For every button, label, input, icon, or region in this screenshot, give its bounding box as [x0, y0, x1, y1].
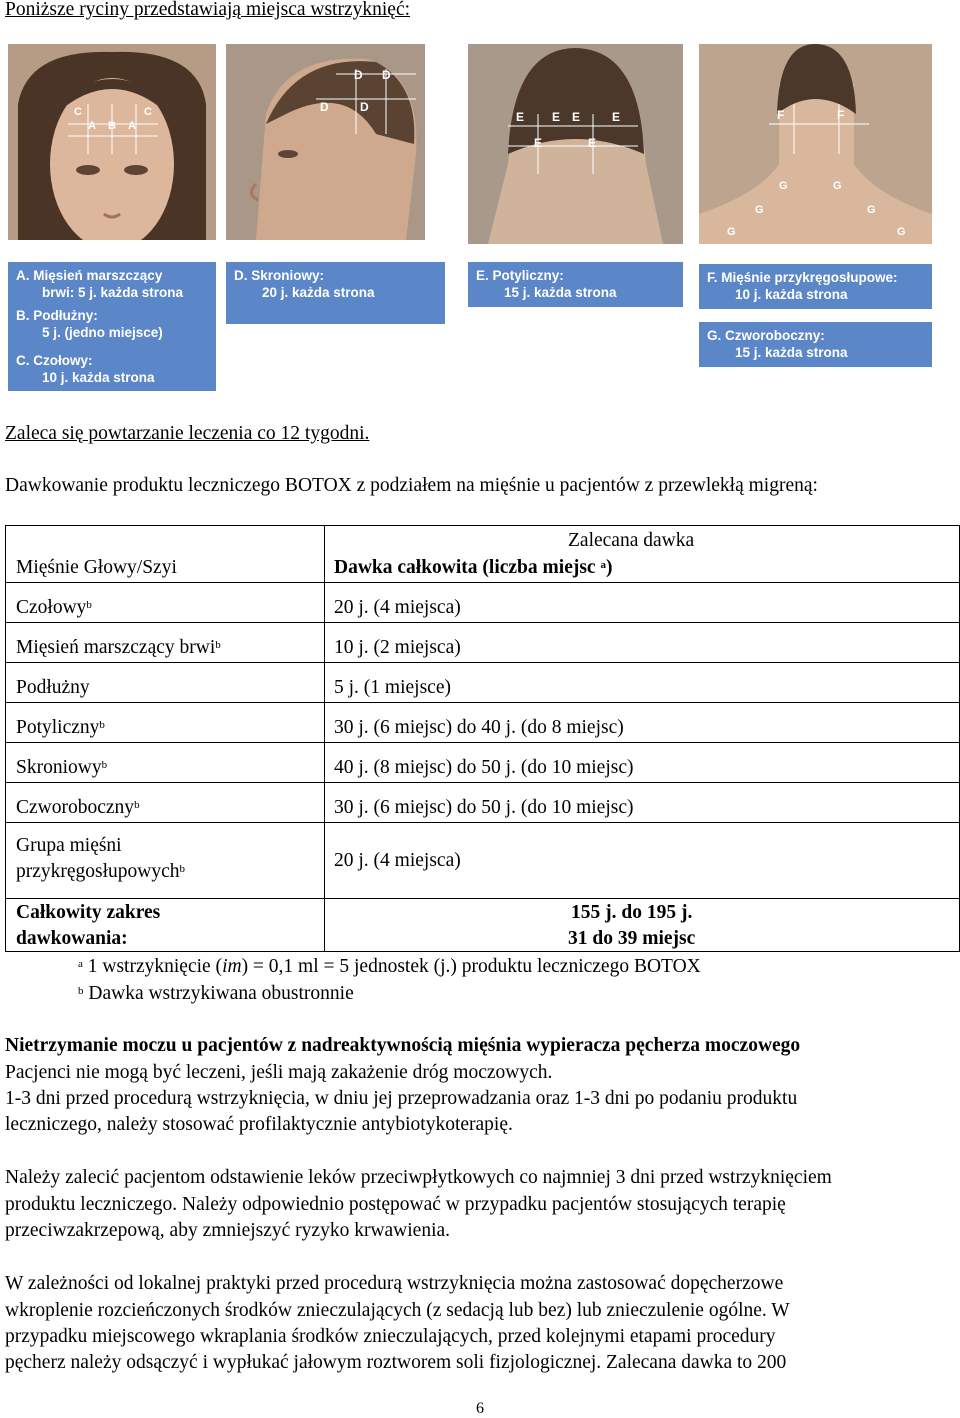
incontinence-p3-line1: Należy zalecić pacjentom odstawienie leków przeciwpłytkowych co najmniej 3 dni przed wstrzyknięciem [5, 1167, 832, 1188]
incontinence-p2-line2: leczniczego, należy stosować profilaktycznie antybiotykoterapię. [5, 1114, 513, 1135]
footnote-b [78, 982, 354, 1006]
marker-b: B [108, 120, 116, 132]
col2-header [334, 556, 612, 580]
caption-e-line1: E. Potyliczny: [476, 268, 564, 283]
table-row-muscle [16, 796, 140, 820]
table-divider [6, 662, 959, 663]
group-line2-text: przykręgosłupowych [16, 861, 180, 882]
caption-b-line2: 5 j. (jedno miejsce) [42, 325, 163, 340]
col2-header-sup: a [600, 559, 606, 571]
group-line2 [16, 860, 185, 884]
table-row-dose: 30 j. (6 miejsc) do 50 j. (do 10 miejsc) [334, 797, 634, 818]
incontinence-p4-line4: pęcherz należy odsączyć i wypłukać jałowym roztworem soli fizjologicznej. Zalecana dawka to 200 [5, 1352, 787, 1373]
figure-side-head [226, 44, 425, 240]
muscle-name: Czołowy [16, 597, 87, 618]
figure-frontal-face [8, 44, 216, 240]
table-divider [6, 742, 959, 743]
caption-temporal [226, 262, 445, 324]
table-row-dose: 10 j. (2 miejsca) [334, 637, 461, 658]
incontinence-heading: Nietrzymanie moczu u pacjentów z nadreaktywnością mięśnia wypieracza pęcherza moczowego [5, 1035, 801, 1056]
caption-trapezius [699, 322, 932, 367]
caption-c-line2: 10 j. każda strona [42, 370, 155, 385]
muscle-sup: b [215, 639, 221, 651]
marker-a-right: A [128, 120, 136, 132]
muscle-name: Skroniowy [16, 757, 102, 778]
total-label-line1: Całkowity zakres [16, 902, 161, 923]
table-row-muscle [16, 636, 221, 660]
caption-e-line2: 15 j. każda strona [504, 285, 617, 300]
group-dose: 20 j. (4 miejsca) [334, 850, 461, 871]
recommended-dose-label: Zalecana dawka [568, 530, 695, 551]
marker-e-3: E [572, 110, 581, 124]
footnote-a-pre: 1 wstrzyknięcie ( [82, 956, 223, 977]
table-divider [6, 822, 959, 823]
repeat-text: Zaleca się powtarzanie leczenia co 12 tygodni. [5, 423, 370, 444]
marker-f-2: F [837, 108, 845, 122]
caption-paraspinal [699, 264, 932, 309]
marker-g-3: G [755, 204, 764, 216]
caption-d-line1: D. Skroniowy: [234, 268, 325, 283]
muscle-sup: b [86, 599, 92, 611]
caption-g-line1: G. Czworoboczny: [707, 328, 825, 343]
muscle-name: Potyliczny [16, 717, 100, 738]
muscle-sup: b [134, 799, 140, 811]
caption-b-line1: B. Podłużny: [16, 308, 98, 323]
table-row-muscle [16, 716, 105, 740]
footnote-a [78, 955, 701, 979]
table-row-dose: 5 j. (1 miejsce) [334, 677, 451, 698]
table-divider [6, 898, 959, 899]
caption-g-line2: 15 j. każda strona [735, 345, 848, 360]
col1-header: Mięśnie Głowy/Szyi [16, 557, 177, 578]
marker-d-3: D [320, 100, 329, 114]
incontinence-p2-line1: 1-3 dni przed procedurą wstrzyknięcia, w dniu jej przeprowadzania oraz 1-3 dni po podaniu produktu [5, 1088, 798, 1109]
total-dose-line1: 155 j. do 195 j. [571, 902, 693, 923]
marker-g-6: G [897, 226, 906, 238]
caption-d-line2: 20 j. każda strona [262, 285, 375, 300]
incontinence-p4-line2: wkroplenie rozcieńczonych środków znieczulających (z sedacją lub bez) lub znieczulenie ogólne. W [5, 1300, 790, 1321]
table-divider [6, 582, 959, 583]
muscle-name: Mięsień marszczący brwi [16, 637, 216, 658]
muscle-sup: b [99, 719, 105, 731]
caption-c-line1: C. Czołowy: [16, 353, 93, 368]
footnote-b-text: Dawka wstrzykiwana obustronnie [83, 983, 354, 1004]
intro-text: Poniższe ryciny przedstawiają miejsca wstrzyknięć: [5, 0, 411, 20]
caption-frontal [8, 262, 216, 391]
marker-g-2: G [833, 180, 842, 192]
marker-g-5: G [727, 226, 736, 238]
marker-d-4: D [360, 100, 369, 114]
marker-g-1: G [779, 180, 788, 192]
marker-d-1: D [354, 68, 363, 82]
group-line1: Grupa mięśni [16, 835, 122, 856]
incontinence-p1: Pacjenci nie mogą być leczeni, jeśli mają zakażenie dróg moczowych. [5, 1062, 553, 1083]
col2-header-end: ) [605, 557, 613, 578]
caption-a-line2: brwi: 5 j. każda strona [42, 285, 184, 300]
table-row-muscle [16, 676, 90, 700]
table-row-dose: 30 j. (6 miejsc) do 40 j. (do 8 miejsc) [334, 717, 624, 738]
muscle-sup: b [101, 759, 108, 771]
muscle-name: Podłużny [16, 677, 90, 698]
table-column-divider [324, 526, 325, 951]
marker-c-left: C [74, 106, 82, 118]
caption-f-line1: F. Mięśnie przykręgosłupowe: [707, 270, 898, 285]
table-divider [6, 622, 959, 623]
group-sup: b [179, 863, 186, 875]
figure-neck-shoulders [699, 44, 932, 244]
marker-g-4: G [867, 204, 876, 216]
marker-d-2: D [382, 68, 391, 82]
incontinence-p4-line1: W zależności od lokalnej praktyki przed procedurą wstrzyknięcia można zastosować dopęcherzowe [5, 1273, 784, 1294]
col2-header-text: Dawka całkowita (liczba miejsc [334, 557, 601, 578]
marker-e-2: E [552, 110, 561, 124]
footnote-a-post: ) = 0,1 ml = 5 jednostek (j.) produktu leczniczego BOTOX [241, 956, 701, 977]
incontinence-p3-line2: produktu leczniczego. Należy odpowiednio postępować w przypadku pacjentów stosujących terapię [5, 1194, 786, 1215]
marker-e-6: E [588, 136, 597, 150]
dosing-heading: Dawkowanie produktu leczniczego BOTOX z podziałem na mięśnie u pacjentów z przewlekłą migreną: [5, 475, 818, 496]
total-label-line2: dawkowania: [16, 928, 128, 949]
table-row-muscle [16, 756, 107, 780]
page-number: 6 [476, 1400, 484, 1417]
footnote-b-mark: b [78, 985, 84, 997]
dosing-table [5, 525, 960, 952]
footnote-a-mark: a [78, 958, 83, 970]
table-row-dose: 40 j. (8 miejsc) do 50 j. (do 10 miejsc) [334, 757, 634, 778]
caption-f-line2: 10 j. każda strona [735, 287, 848, 302]
marker-e-1: E [516, 110, 525, 124]
marker-c-right: C [144, 106, 152, 118]
marker-e-4: E [612, 110, 621, 124]
incontinence-p4-line3: przypadku miejscowego wkraplania środków znieczulających, przed kolejnymi etapami procedury [5, 1326, 776, 1347]
caption-a-line1: A. Mięsień marszczący [16, 268, 163, 283]
caption-occipital [468, 262, 683, 307]
table-row-muscle [16, 596, 92, 620]
total-dose-line2: 31 do 39 miejsc [568, 928, 696, 949]
incontinence-p3-line3: przeciwzakrzepową, aby zmniejszyć ryzyko krwawienia. [5, 1220, 451, 1241]
table-divider [6, 782, 959, 783]
marker-f-1: F [777, 108, 785, 122]
figure-back-head [468, 44, 683, 244]
marker-a-left: A [88, 120, 96, 132]
muscle-name: Czworoboczny [16, 797, 135, 818]
marker-e-5: E [534, 136, 543, 150]
table-row-dose: 20 j. (4 miejsca) [334, 597, 461, 618]
footnote-a-im: im [222, 956, 242, 977]
table-divider [6, 702, 959, 703]
